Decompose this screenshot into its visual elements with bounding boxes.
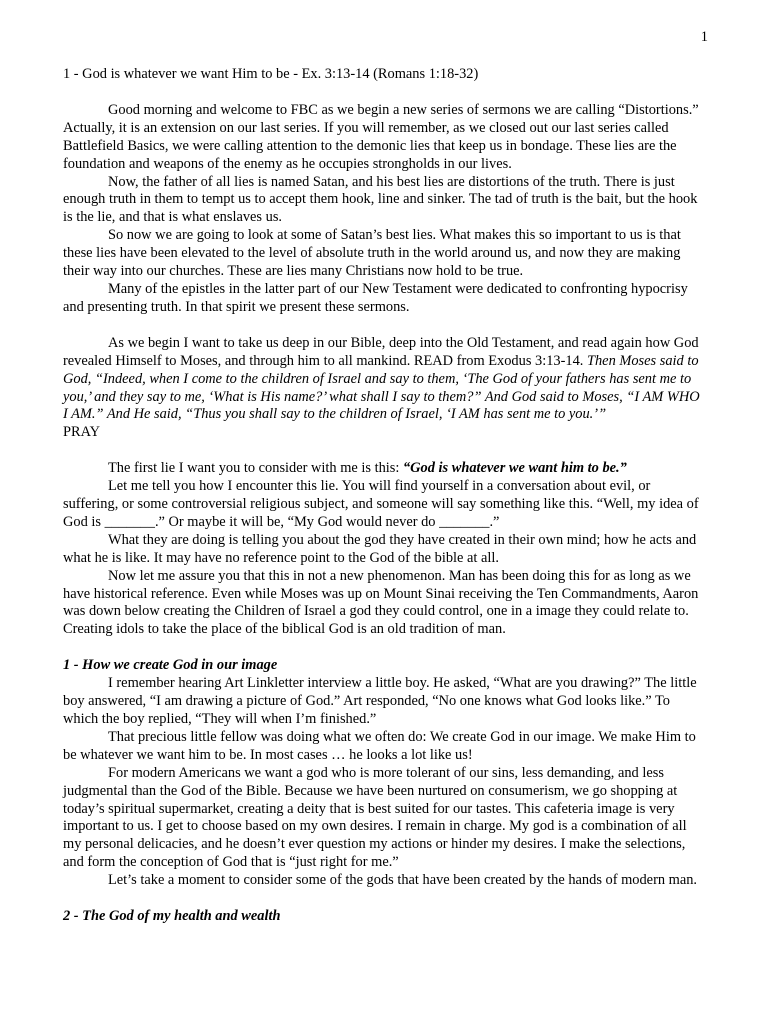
reading-lead: As we begin I want to take us deep in our Bible, deep into the Old Testament, and read again how God revealed Himself to Moses, and through him to all mankind. READ from Exodus 3:13-14. xyxy=(63,334,699,369)
intro-paragraph: Now, the father of all lies is named Satan, and his best lies are distortions of the truth. There is just enough truth in them to tempt us to accept them hook, line and sinker. The tad of truth is the bait, but the hook is the lie, and that is what enslaves us. xyxy=(63,173,698,226)
lie-paragraph: What they are doing is telling you about the god they have created in their own mind; how he acts and what he is like. It may have no reference point to the God of the bible at all. xyxy=(63,531,697,566)
lie-paragraph: Let me tell you how I encounter this lie. You will find yourself in a conversation about evil, or suffering, or some controversial religious subject, and someone will say something like this. “Well, my idea of God is _______.” Or maybe it will be, “My God would never do _______.” xyxy=(63,478,699,530)
scripture-quote: Then Moses said to God, “Indeed, when I come to the children of Israel and say to them, ‘The God of your fathers has sent me to you,’ and they say to me, ‘What is His name?’ what shall I say to them?” And God said to Moses, “I AM WHO I AM.” And He said, “Thus you shall say to the children of Israel, ‘I AM has sent me to you.’” xyxy=(63,352,700,423)
scripture-reading-paragraph xyxy=(63,335,706,425)
first-lie-lead: The first lie I want you to consider with me is this: xyxy=(108,460,403,477)
intro-paragraph: So now we are going to look at some of Satan’s best lies. What makes this so important to us is that these lies have been elevated to the level of absolute truth in the world around us, and now they are making their way into our churches. These are lies many Christians now hold to be true. xyxy=(63,227,681,280)
section-paragraph: Let’s take a moment to consider some of the gods that have been created by the hands of modern man. xyxy=(108,872,698,889)
section-heading: 2 - The God of my health and wealth xyxy=(63,908,281,925)
section-paragraph: I remember hearing Art Linkletter interview a little boy. He asked, “What are you drawing?” The little boy answered, “I am drawing a picture of God.” Art responded, “No one knows what God looks like.” To which the boy replied, “They will when I’m finished.” xyxy=(63,675,697,727)
first-lie-paragraph xyxy=(63,460,706,478)
first-lie-emphasis: “God is whatever we want him to be.” xyxy=(402,460,627,477)
intro-paragraph: Many of the epistles in the latter part of our New Testament were dedicated to confronting hypocrisy and presenting truth. In that spirit we present these sermons. xyxy=(63,280,688,315)
page-number: 1 xyxy=(700,29,708,45)
intro-paragraph: Good morning and welcome to FBC as we begin a new series of sermons we are calling “Distortions.” Actually, it is an extension on our last series. If you will remember, as we closed out our last series called Battlefield Basics, we were calling attention to the demonic lies that keep us in bondage. These lies are the foundation and weapons of the enemy as he occupies strongholds in our lives. xyxy=(63,101,699,172)
section-heading: 1 - How we create God in our image xyxy=(63,657,278,674)
sermon-body xyxy=(63,66,706,926)
pray-line: PRAY xyxy=(63,424,101,441)
lie-paragraph: Now let me assure you that this in not a new phenomenon. Man has been doing this for as long as we have historical reference. Even while Moses was up on Mount Sinai receiving the Ten Commandments, Aaron was down below creating the Children of Israel a god they could control, one in a image they could relate to. Creating idols to take the place of the biblical God is an old tradition of man. xyxy=(63,567,699,638)
section-paragraph: That precious little fellow was doing what we often do: We create God in our image. We make Him to be whatever we want him to be. In most cases … he looks a lot like us! xyxy=(63,728,696,763)
section-paragraph: For modern Americans we want a god who is more tolerant of our sins, less demanding, and less judgmental than the God of the Bible. Because we have been nurtured on consumerism, we go shopping at today’s spiritual supermarket, creating a deity that is best suited for our tastes. This cafeteria image is very important to us. I get to choose based on my own desires. I remain in charge. My god is a combination of all my personal delicacies, and he doesn’t ever question my actions or hinder my desires. I make the selections, and form the conception of God that is “just right for me.” xyxy=(63,764,687,871)
sermon-title: 1 - God is whatever we want Him to be - Ex. 3:13-14 (Romans 1:18-32) xyxy=(63,66,479,82)
